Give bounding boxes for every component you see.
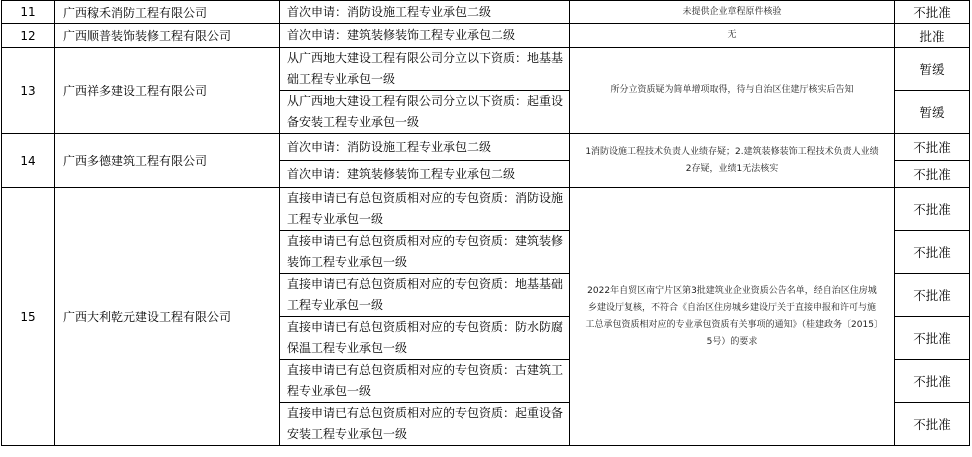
application-item: 首次申请：消防设施工程专业承包二级: [280, 1, 570, 24]
review-outcome: 暂缓: [895, 48, 970, 91]
application-item: 直接申请已有总包资质相对应的专包资质：消防设施工程专业承包一级: [280, 188, 570, 231]
review-reason: 2022年自贸区南宁片区第3批建筑业企业资质公告名单，经自治区住房城乡建设厅复核，不符合《自治区住房城乡建设厅关于直接申报和许可与施工总承包资质相对应的专业承包资质有关事项的通知》（桂建政务〔2015〕5号）的要求: [570, 188, 895, 446]
row-number: 12: [2, 24, 55, 48]
row-number: 14: [2, 134, 55, 188]
company-name: 广西大利乾元建设工程有限公司: [55, 188, 280, 446]
company-name: 广西顺普装饰装修工程有限公司: [55, 24, 280, 48]
review-outcome: 批准: [895, 24, 970, 48]
review-reason: 无: [570, 24, 895, 48]
review-outcome: 暂缓: [895, 91, 970, 134]
company-name: 广西稼禾消防工程有限公司: [55, 1, 280, 24]
review-outcome: 不批准: [895, 188, 970, 231]
review-reason: 未提供企业章程原件核验: [570, 1, 895, 24]
application-item: 直接申请已有总包资质相对应的专包资质：地基基础工程专业承包一级: [280, 274, 570, 317]
table-row: [2, 188, 970, 231]
application-item: 首次申请：建筑装修装饰工程专业承包二级: [280, 24, 570, 48]
review-reason: 所分立资质疑为简单增项取得，待与自治区住建厅核实后告知: [570, 48, 895, 134]
application-item: 首次申请：建筑装修装饰工程专业承包二级: [280, 161, 570, 188]
application-item: 直接申请已有总包资质相对应的专包资质：古建筑工程专业承包一级: [280, 360, 570, 403]
review-outcome: 不批准: [895, 360, 970, 403]
review-outcome: 不批准: [895, 317, 970, 360]
table-row: [2, 24, 970, 48]
row-number: 13: [2, 48, 55, 134]
review-outcome: 不批准: [895, 1, 970, 24]
review-outcome: 不批准: [895, 231, 970, 274]
row-number: 15: [2, 188, 55, 446]
approval-table: [1, 0, 970, 446]
application-item: 从广西地大建设工程有限公司分立以下资质：地基基础工程专业承包一级: [280, 48, 570, 91]
review-outcome: 不批准: [895, 161, 970, 188]
review-reason: 1消防设施工程技术负责人业绩存疑；2.建筑装修装饰工程技术负责人业绩2存疑，业绩1无法核实: [570, 134, 895, 188]
application-item: 从广西地大建设工程有限公司分立以下资质：起重设备安装工程专业承包一级: [280, 91, 570, 134]
company-name: 广西多德建筑工程有限公司: [55, 134, 280, 188]
review-outcome: 不批准: [895, 134, 970, 161]
review-outcome: 不批准: [895, 274, 970, 317]
application-item: 直接申请已有总包资质相对应的专包资质：防水防腐保温工程专业承包一级: [280, 317, 570, 360]
table-row: [2, 134, 970, 161]
application-item: 首次申请：消防设施工程专业承包二级: [280, 134, 570, 161]
review-outcome: 不批准: [895, 403, 970, 446]
table-row: [2, 48, 970, 91]
company-name: 广西祥多建设工程有限公司: [55, 48, 280, 134]
table-row: [2, 1, 970, 24]
row-number: 11: [2, 1, 55, 24]
application-item: 直接申请已有总包资质相对应的专包资质：起重设备安装工程专业承包一级: [280, 403, 570, 446]
application-item: 直接申请已有总包资质相对应的专包资质：建筑装修装饰工程专业承包一级: [280, 231, 570, 274]
